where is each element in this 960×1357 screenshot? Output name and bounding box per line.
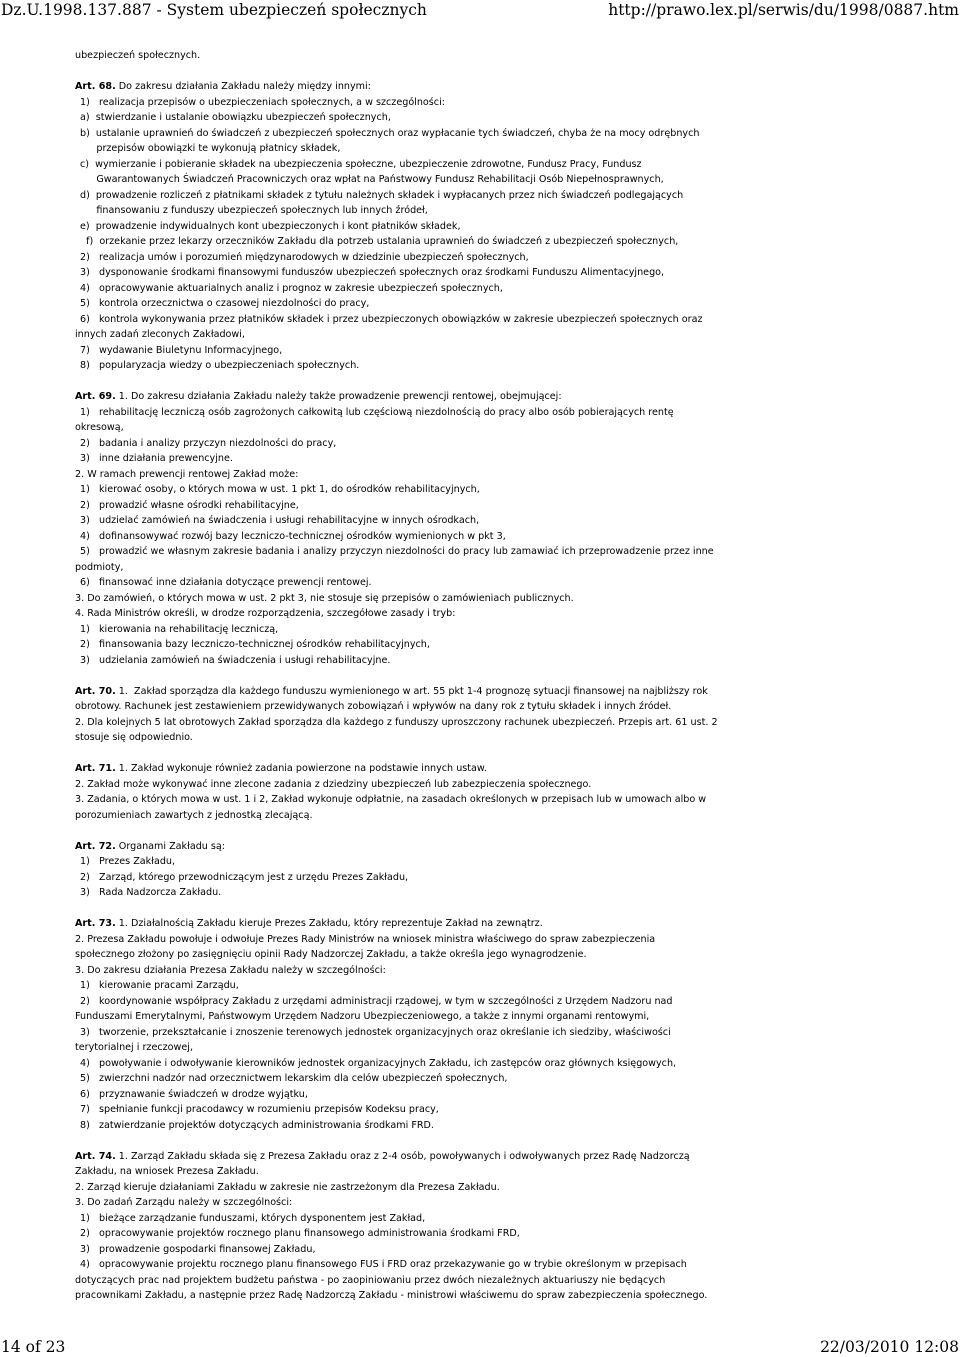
line-text: 1. Działalnością Zakładu kieruje Prezes Zakładu, który reprezentuje Zakład na zewnątrz. <box>115 918 543 929</box>
text-line <box>75 498 725 514</box>
article-number: Art. 70. <box>75 685 116 697</box>
text-line <box>75 854 725 870</box>
text-line <box>75 870 725 886</box>
line-text: porozumieniach zawartych z jednostką zlecającą. <box>75 809 313 821</box>
text-line <box>75 777 725 793</box>
text-line <box>75 250 725 266</box>
document-body <box>75 48 725 1300</box>
line-text: podmioty, <box>75 561 124 573</box>
line-text: 2. Prezesa Zakładu powołuje i odwołuje Prezes Rady Ministrów na wniosek ministra właściwego do spraw zabezpieczenia <box>75 933 656 945</box>
text-line <box>75 265 725 281</box>
line-text: 2) prowadzić własne ośrodki rehabilitacyjne, <box>80 499 299 511</box>
article-heading-line <box>75 839 725 855</box>
line-text: a) stwierdzanie i ustalanie obowiązku ubezpieczeń społecznych, <box>80 112 391 123</box>
line-text: 2. Dla kolejnych 5 lat obrotowych Zakład sporządza dla każdego z funduszy uproszczony rachunek ubezpieczeń. Przepis art. 61 ust. 2 <box>75 716 718 728</box>
text-line <box>75 126 725 142</box>
line-text: 3) udzielania zamówień na świadczenia i usługi rehabilitacyjne. <box>80 654 391 666</box>
text-line <box>75 560 725 576</box>
article-number: Art. 73. <box>75 918 116 929</box>
page-counter: 14 of 23 <box>1 1338 66 1356</box>
line-text: 2. Zakład może wykonywać inne zlecone zadania z dziedziny ubezpieczeń lub zabezpieczenia społecznego. <box>75 778 592 790</box>
line-text: 1) kierować osoby, o których mowa w ust. 1 pkt 1, do ośrodków rehabilitacyjnych, <box>80 484 480 495</box>
article-heading-line <box>75 79 725 95</box>
print-header <box>0 0 960 22</box>
source-url[interactable]: http://prawo.lex.pl/serwis/du/1998/0887.htm <box>608 1 959 19</box>
text-line <box>75 95 725 111</box>
text-line <box>75 544 725 560</box>
text-line <box>75 405 725 421</box>
line-text: f) orzekanie przez lekarzy orzeczników Zakładu dla potrzeb ustalania uprawnień do świadczeń z ubezpieczeń społecznych, <box>80 236 679 247</box>
text-line <box>75 219 725 235</box>
text-line <box>75 622 725 638</box>
text-line <box>75 1009 725 1025</box>
text-line <box>75 808 725 824</box>
text-line <box>75 203 725 219</box>
line-text: innych zadań zleconych Zakładowi, <box>75 329 245 340</box>
text-line <box>75 699 725 715</box>
text-line <box>75 606 725 622</box>
line-text: ubezpieczeń społecznych. <box>75 50 201 61</box>
line-text: 3. Do zamówień, o których mowa w ust. 2 pkt 3, nie stosuje się przepisów o zamówieniach publicznych. <box>75 592 574 604</box>
line-text: terytorialnej i rzeczowej, <box>75 1042 194 1053</box>
line-text: 2) Zarząd, którego przewodniczącym jest z urzędu Prezes Zakładu, <box>80 871 409 883</box>
text-line <box>75 963 725 979</box>
line-text: 1. Zakład sporządza dla każdego funduszu wymienionego w art. 55 pkt 1-4 prognozę sytuacji finansowej na najbliższy rok <box>115 685 708 697</box>
line-text: 5) kontrola orzecznictwa o czasowej niezdolności do pracy, <box>80 298 370 309</box>
text-line <box>75 994 725 1010</box>
text-line <box>75 157 725 173</box>
text-line <box>75 1273 725 1289</box>
text-line <box>75 234 725 250</box>
article-number: Art. 71. <box>75 763 116 774</box>
line-text: stosuje się odpowiednio. <box>75 732 193 743</box>
line-text: 5) zwierzchni nadzór nad orzecznictwem lekarskim dla celów ubezpieczeń społecznych, <box>80 1073 508 1084</box>
line-text: b) ustalanie uprawnień do świadczeń z ubezpieczeń społecznych oraz wypłacanie tych świadczeń, chyba że na mocy odrębnych <box>80 127 700 139</box>
line-text: 7) wydawanie Biuletynu Informacyjnego, <box>80 344 283 356</box>
line-text: dotyczących prac nad projektem budżetu państwa - po zaopiniowaniu przez dwóch niezależnych aktuariuszy nie będących <box>75 1274 666 1286</box>
text-line <box>75 312 725 328</box>
line-text: 2) finansowania bazy leczniczo-technicznej ośrodków rehabilitacyjnych, <box>80 639 430 650</box>
line-text: 3. Do zakresu działania Prezesa Zakładu należy w szczególności: <box>75 964 386 976</box>
article-heading-line <box>75 916 725 932</box>
document-title: Dz.U.1998.137.887 - System ubezpieczeń społecznych <box>1 1 427 19</box>
text-line <box>75 792 725 808</box>
text-line <box>75 575 725 591</box>
text-line <box>75 1040 725 1056</box>
print-datetime: 22/03/2010 12:08 <box>820 1338 959 1356</box>
text-line <box>75 358 725 374</box>
line-text: 3) inne działania prewencyjne. <box>80 453 233 464</box>
line-text: 4) powoływanie i odwoływanie kierowników jednostek organizacyjnych Zakładu, ich zastępców oraz głównych księgowych, <box>80 1057 677 1069</box>
text-line <box>75 529 725 545</box>
line-text: Gwarantowanych Świadczeń Pracowniczych oraz wpłat na Państwowy Fundusz Rehabilitacji Osób Niepełnosprawnych, <box>75 174 664 185</box>
text-line <box>75 978 725 994</box>
line-text: 2. W ramach prewencji rentowej Zakład może: <box>75 468 299 480</box>
line-text: 3) prowadzenie gospodarki finansowej Zakładu, <box>80 1243 316 1255</box>
article-number: Art. 72. <box>75 840 116 852</box>
line-text: Funduszami Emerytalnymi, Państwowym Urzędem Nadzoru Ubezpieczeniowego, a także z innymi organami rentowymi, <box>75 1011 650 1022</box>
text-line <box>75 1288 725 1300</box>
line-text: 4) dofinansowywać rozwój bazy leczniczo-technicznej ośrodków wymienionych w pkt 3, <box>80 530 506 542</box>
text-line <box>75 513 725 529</box>
article-number: Art. 68. <box>75 81 116 92</box>
line-text: Organami Zakładu są: <box>115 840 226 852</box>
article-heading-line <box>75 684 725 700</box>
line-text: pracownikami Zakładu, a następnie przez Radę Nadzorczą Zakładu - ministrowi właściwemu do spraw zabezpieczenia społecznego. <box>75 1290 708 1300</box>
text-line <box>75 653 725 669</box>
text-line <box>75 1087 725 1103</box>
line-text: 6) kontrola wykonywania przez płatników składek i przez ubezpieczonych obowiązków w zakresie ubezpieczeń społecznych oraz <box>80 313 703 325</box>
line-text: 8) popularyzacja wiedzy o ubezpieczeniach społecznych. <box>80 360 360 371</box>
line-text: 4) opracowywanie aktuarialnych analiz i prognoz w zakresie ubezpieczeń społecznych, <box>80 282 503 294</box>
text-line <box>75 451 725 467</box>
text-line <box>75 885 725 901</box>
line-text: 5) prowadzić we własnym zakresie badania i analizy przyczyn niezdolności do pracy lub zamawiać ich przeprowadzenie przez inne <box>80 546 714 557</box>
text-line <box>75 730 725 746</box>
text-line <box>75 637 725 653</box>
line-text: 1) kierowanie pracami Zarządu, <box>80 980 239 991</box>
line-text: 7) spełnianie funkcji pracodawcy w rozumieniu przepisów Kodeksu pracy, <box>80 1104 439 1115</box>
line-text: 6) finansować inne działania dotyczące prewencji rentowej. <box>80 577 372 588</box>
line-text: obrotowy. Rachunek jest zestawieniem przewidywanych zobowiązań i wpływów na dany rok z tytułu składek i innych źródeł. <box>75 701 672 712</box>
line-text: 3) dysponowanie środkami finansowymi funduszów ubezpieczeń społecznych oraz środkami Funduszu Alimentacyjnego, <box>80 267 665 278</box>
text-line <box>75 482 725 498</box>
line-text: 3. Zadania, o których mowa w ust. 1 i 2, Zakład wykonuje odpłatnie, na zasadach określonych w przepisach lub w umowach albo w <box>75 794 707 805</box>
line-text: 1) kierowania na rehabilitację leczniczą, <box>80 623 279 635</box>
text-line <box>75 1257 725 1273</box>
line-text: 1) Prezes Zakładu, <box>80 856 176 867</box>
text-line <box>75 281 725 297</box>
line-text: 1. Zakład wykonuje również zadania powierzone na podstawie innych ustaw. <box>115 763 487 774</box>
line-text: Zakładu, na wniosek Prezesa Zakładu. <box>75 1166 259 1177</box>
article-heading-line <box>75 389 725 405</box>
text-line <box>75 1242 725 1258</box>
text-line <box>75 1164 725 1180</box>
text-line <box>75 1102 725 1118</box>
line-text: 1) bieżące zarządzanie funduszami, których dysponentem jest Zakład, <box>80 1212 426 1224</box>
line-text: 2) realizacja umów i porozumień międzynarodowych w dziedzinie ubezpieczeń społecznych, <box>80 251 529 263</box>
text-line <box>75 1071 725 1087</box>
text-line <box>75 947 725 963</box>
text-line <box>75 296 725 312</box>
line-text: 1) realizacja przepisów o ubezpieczeniach społecznych, a w szczególności: <box>80 96 445 108</box>
line-text: 3) tworzenie, przekształcanie i znoszenie terenowych jednostek organizacyjnych oraz określanie ich siedziby, właściwości <box>80 1026 671 1038</box>
line-text: 2) opracowywanie projektów rocznego planu finansowego administrowania środkami FRD, <box>80 1228 520 1239</box>
line-text: c) wymierzanie i pobieranie składek na ubezpieczenia społeczne, ubezpieczenie zdrowotne, Fundusz Pracy, Fundusz <box>80 158 642 170</box>
line-text: 1. Do zakresu działania Zakładu należy także prowadzenie prewencji rentowej, obejmującej: <box>115 391 562 402</box>
text-line <box>75 420 725 436</box>
line-text: 2) badania i analizy przyczyn niezdolności do pracy, <box>80 437 337 449</box>
article-number: Art. 74. <box>75 1150 116 1162</box>
article-number: Art. 69. <box>75 391 116 402</box>
text-line <box>75 172 725 188</box>
text-line <box>75 141 725 157</box>
line-text: d) prowadzenie rozliczeń z płatnikami składek z tytułu należnych składek i wypłacanych przez nich świadczeń podlegających <box>80 189 684 201</box>
line-text: 2. Zarząd kieruje działaniami Zakładu w zakresie nie zastrzeżonym dla Prezesa Zakładu. <box>75 1181 500 1193</box>
text-line <box>75 343 725 359</box>
article-heading-line <box>75 1149 725 1165</box>
text-line <box>75 1025 725 1041</box>
line-text: 1) rehabilitację leczniczą osób zagrożonych całkowitą lub częściową niezdolnością do pracy albo osób pobierających rentę <box>80 406 674 418</box>
text-line <box>75 110 725 126</box>
line-text: 3) udzielać zamówień na świadczenia i usługi rehabilitacyjne w innych ośrodkach, <box>80 515 480 526</box>
line-text: 4. Rada Ministrów określi, w drodze rozporządzenia, szczegółowe zasady i tryb: <box>75 608 456 619</box>
line-text: 2) koordynowanie współpracy Zakładu z urzędami administracji rządowej, w tym w szczególności z Urzędem Nadzoru nad <box>80 995 673 1007</box>
text-line <box>75 436 725 452</box>
text-line <box>75 1195 725 1211</box>
line-text: 6) przyznawanie świadczeń w drodze wyjątku, <box>80 1088 308 1100</box>
text-line <box>75 327 725 343</box>
line-text: finansowaniu z funduszy ubezpieczeń społecznych lub innych źródeł, <box>75 205 428 216</box>
line-text: społecznego złożony po zasięgnięciu opinii Rady Nadzorczej Zakładu, a także określa jego wynagrodzenie. <box>75 949 587 960</box>
article-heading-line <box>75 761 725 777</box>
text-line <box>75 1056 725 1072</box>
text-line <box>75 932 725 948</box>
text-line <box>75 1211 725 1227</box>
text-line <box>75 715 725 731</box>
line-text: e) prowadzenie indywidualnych kont ubezpieczonych i kont płatników składek, <box>80 220 461 232</box>
line-text: 3) Rada Nadzorcza Zakładu. <box>80 887 222 898</box>
text-line <box>75 188 725 204</box>
line-text: okresową, <box>75 422 124 433</box>
text-line <box>75 1118 725 1134</box>
line-text: Do zakresu działania Zakładu należy między innymi: <box>115 81 371 92</box>
text-line <box>75 591 725 607</box>
line-text: 1. Zarząd Zakładu składa się z Prezesa Zakładu oraz z 2-4 osób, powoływanych i odwoływanych przez Radę Nadzorczą <box>115 1150 690 1162</box>
text-line <box>75 48 725 64</box>
text-line <box>75 1180 725 1196</box>
line-text: 3. Do zadań Zarządu należy w szczególności: <box>75 1197 293 1208</box>
text-line <box>75 467 725 483</box>
line-text: 8) zatwierdzanie projektów dotyczących administrowania środkami FRD. <box>80 1119 434 1131</box>
line-text: przepisów obowiązki te wykonują płatnicy składek, <box>75 143 341 154</box>
line-text: 4) opracowywanie projektu rocznego planu finansowego FUS i FRD oraz przekazywanie go w trybie określonym w przepisach <box>80 1259 687 1270</box>
text-line <box>75 1226 725 1242</box>
